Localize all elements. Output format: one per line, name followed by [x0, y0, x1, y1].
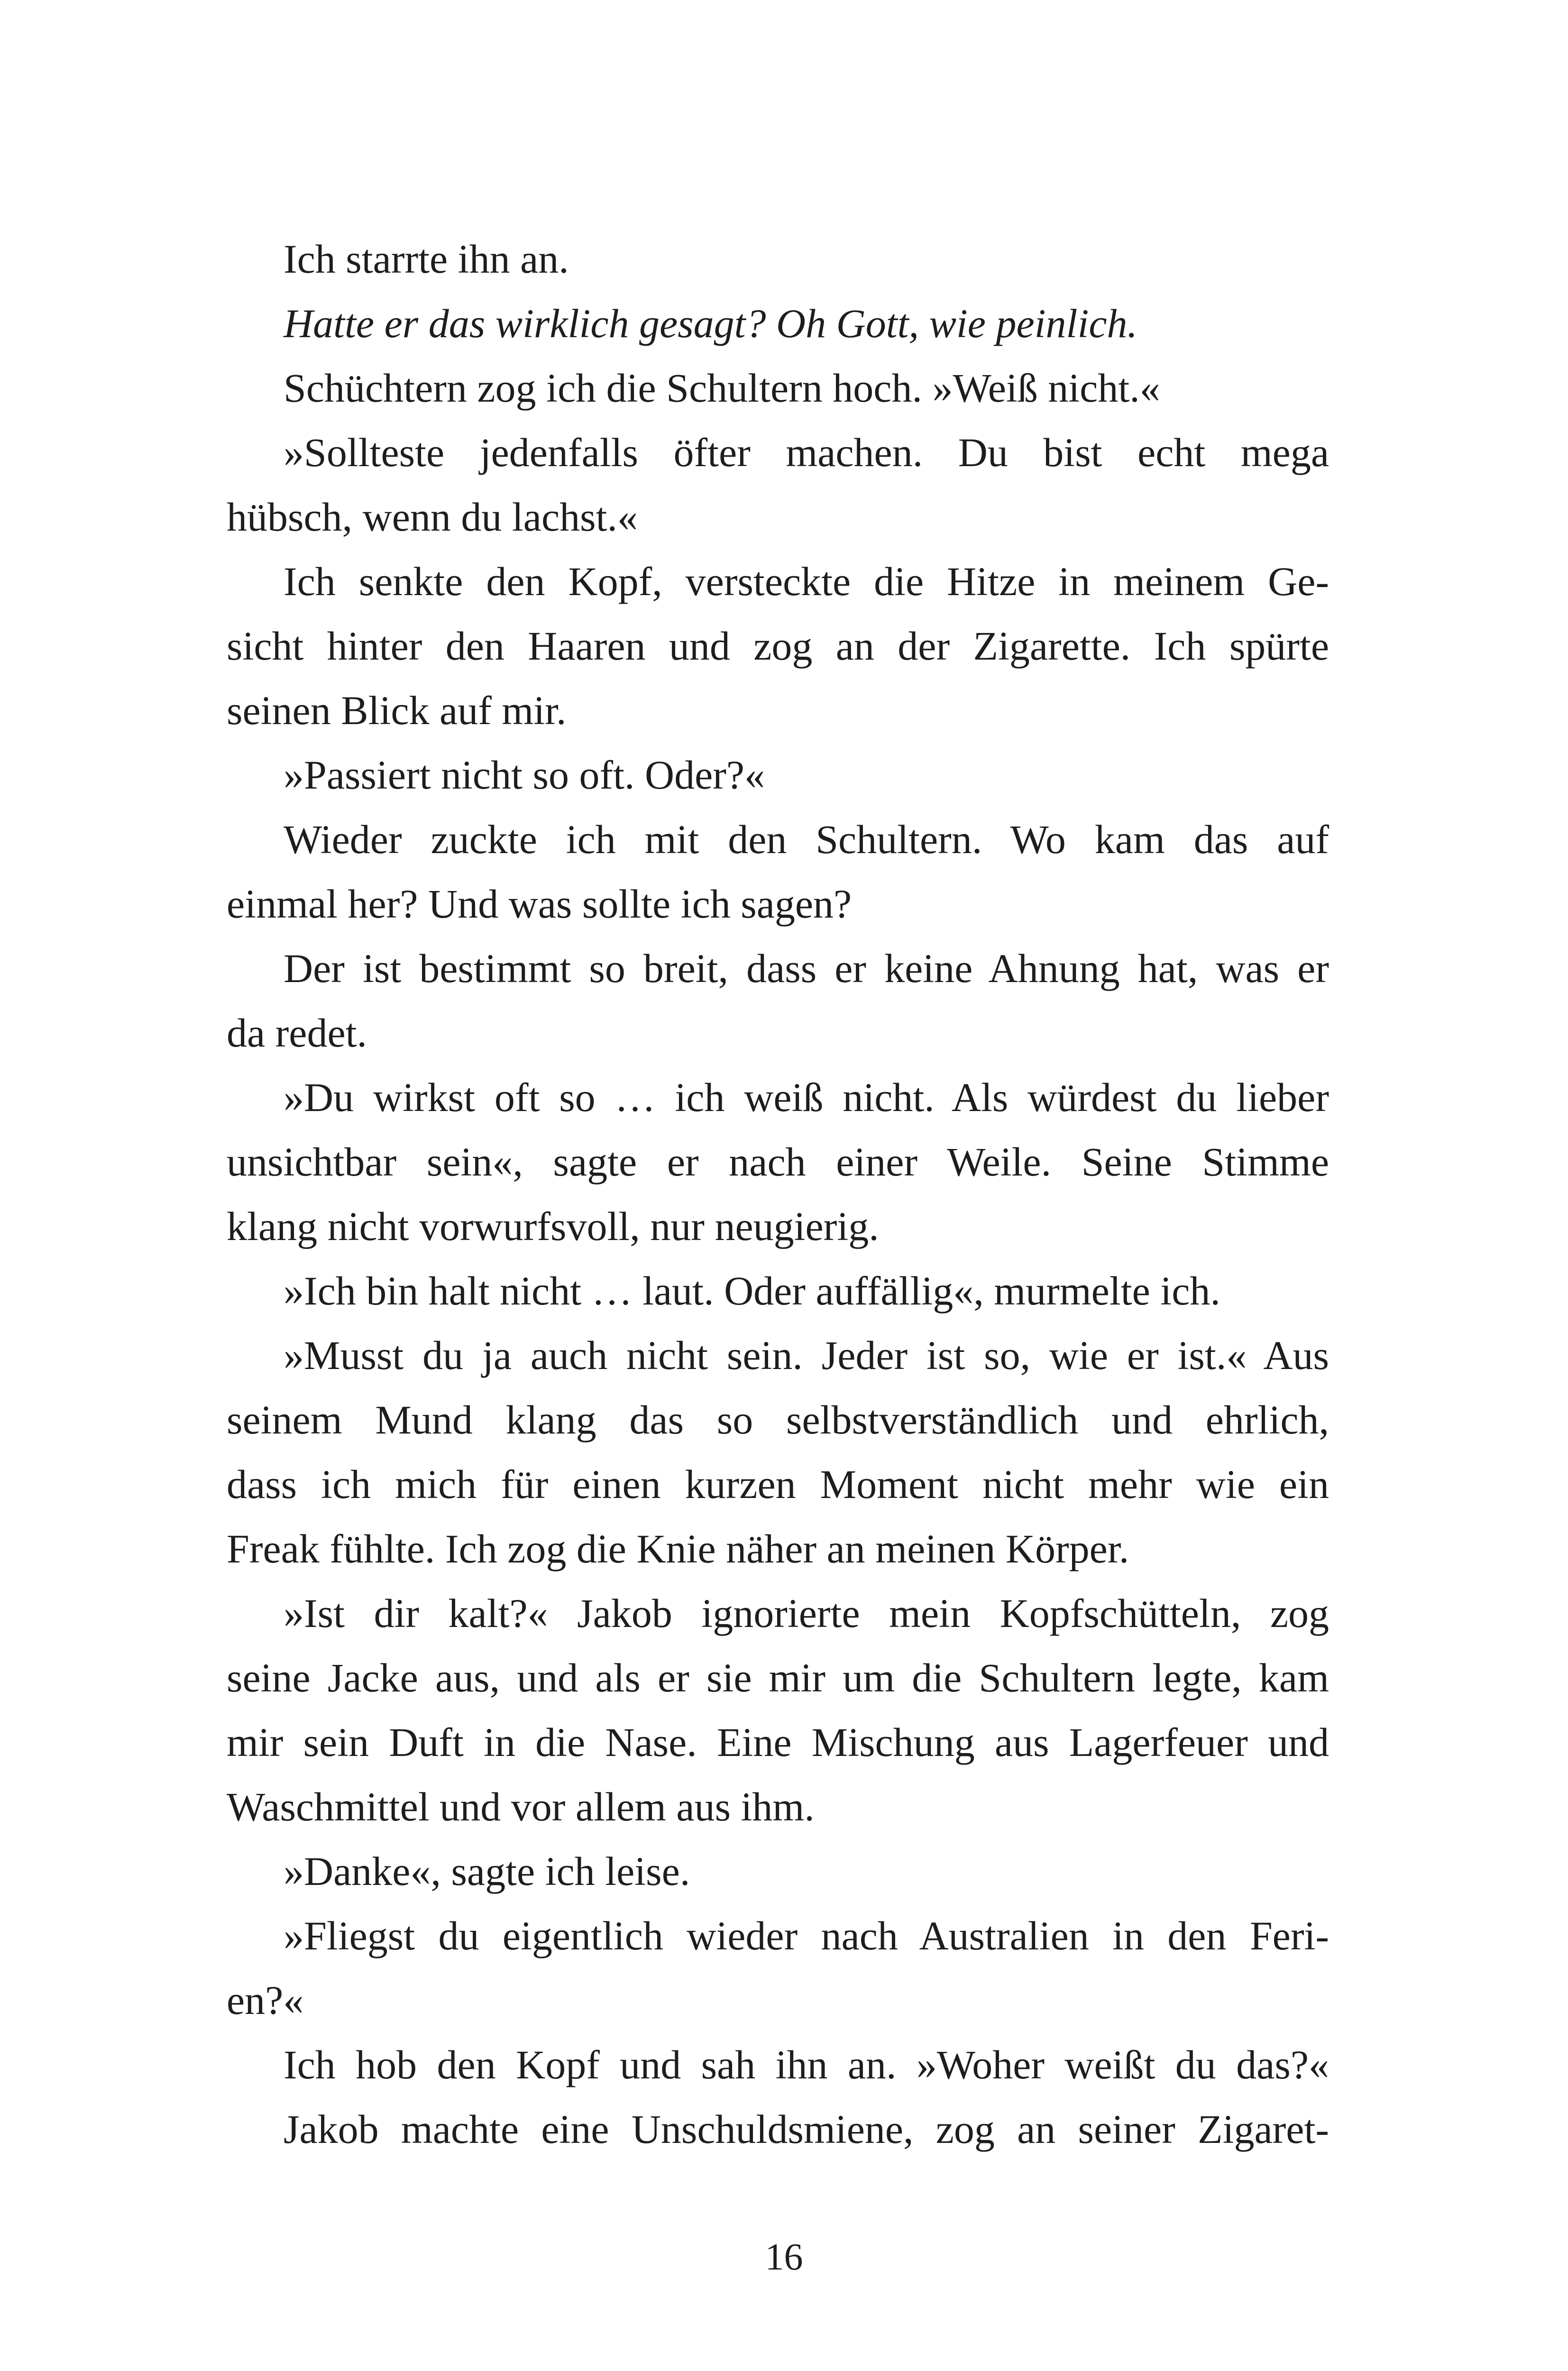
- text-line: seinen Blick auf mir.: [227, 688, 567, 733]
- text-line: »Du wirkst oft so … ich weiß nicht. Als würdest du lieber: [284, 1075, 1329, 1120]
- text-line: Der ist bestimmt so breit, dass er keine Ahnung hat, was er: [284, 946, 1329, 991]
- text-line: Hatte er das wirklich gesagt? Oh Gott, wie peinlich.: [284, 301, 1138, 346]
- text-line: Ich hob den Kopf und sah ihn an. »Woher weißt du das?«: [284, 2042, 1329, 2087]
- text-line: einmal her? Und was sollte ich sagen?: [227, 881, 852, 927]
- text-line: seinem Mund klang das so selbstverständlich und ehrlich,: [227, 1397, 1329, 1443]
- text-line: »Sollteste jedenfalls öfter machen. Du bist echt mega: [284, 430, 1329, 475]
- text-line: »Musst du ja auch nicht sein. Jeder ist so, wie er ist.« Aus: [284, 1333, 1329, 1378]
- text-line: da redet.: [227, 1010, 367, 1056]
- text-line: Ich senkte den Kopf, versteckte die Hitze in meinem Ge-: [284, 559, 1329, 604]
- text-line: mir sein Duft in die Nase. Eine Mischung aus Lagerfeuer und: [227, 1719, 1329, 1765]
- text-line: »Danke«, sagte ich leise.: [284, 1848, 690, 1894]
- text-line: »Fliegst du eigentlich wieder nach Australien in den Feri-: [284, 1913, 1329, 1958]
- text-line: unsichtbar sein«, sagte er nach einer Weile. Seine Stimme: [227, 1139, 1329, 1185]
- text-line: hübsch, wenn du lachst.«: [227, 494, 638, 540]
- body-text: [227, 227, 1329, 2161]
- text-line: »Ich bin halt nicht … laut. Oder auffällig«, murmelte ich.: [284, 1268, 1220, 1314]
- text-line: Freak fühlte. Ich zog die Knie näher an meinen Körper.: [227, 1526, 1129, 1571]
- text-line: Jakob machte eine Unschuldsmiene, zog an seiner Zigaret-: [284, 2106, 1329, 2152]
- text-line: klang nicht vorwurfsvoll, nur neugierig.: [227, 1204, 879, 1249]
- text-line: Wieder zuckte ich mit den Schultern. Wo kam das auf: [284, 817, 1329, 862]
- text-line: »Passiert nicht so oft. Oder?«: [284, 752, 765, 798]
- page-number: 16: [765, 2236, 803, 2278]
- text-line: en?«: [227, 1977, 304, 2023]
- text-line: Schüchtern zog ich die Schultern hoch. »Weiß nicht.«: [284, 365, 1160, 411]
- text-line: seine Jacke aus, und als er sie mir um die Schultern legte, kam: [227, 1655, 1329, 1700]
- text-line: Ich starrte ihn an.: [284, 236, 569, 282]
- text-line: »Ist dir kalt?« Jakob ignorierte mein Kopfschütteln, zog: [284, 1590, 1329, 1636]
- text-line: Waschmittel und vor allem aus ihm.: [227, 1784, 815, 1829]
- text-line: dass ich mich für einen kurzen Moment nicht mehr wie ein: [227, 1461, 1329, 1507]
- text-line: sicht hinter den Haaren und zog an der Zigarette. Ich spürte: [227, 623, 1329, 669]
